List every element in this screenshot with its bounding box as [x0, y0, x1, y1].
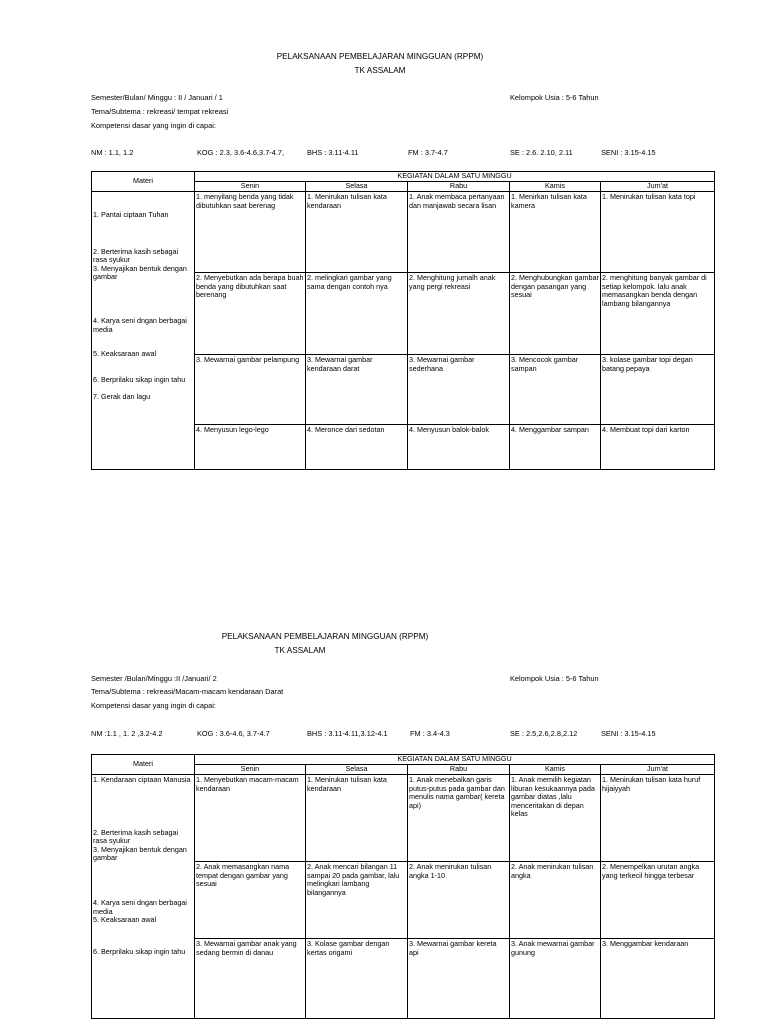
activity-cell: 3. kolase gambar topi degan batang pepaya — [601, 355, 715, 425]
activity-cell: 3. Mencocok gambar sampan — [510, 355, 601, 425]
materi-header: Materi — [92, 172, 195, 192]
day-header-kamis: Kamis — [510, 765, 601, 775]
activity-cell: 1. Menirukan tulisan kata huruf hijaiyyah — [601, 775, 715, 862]
materi-item: 1. Kendaraan ciptaan Manusia — [93, 775, 191, 784]
activity-cell: 3. Menggambar kendaraan — [601, 939, 715, 1019]
week-header: KEGIATAN DALAM SATU MINGGU — [195, 755, 715, 765]
activity-cell: 1. Menirukan tulisan kata kendaraan — [306, 775, 408, 862]
activity-cell: 2. Anak menirukan tulisan angka — [510, 862, 601, 939]
materi-item: 5. Keaksaraan awal — [93, 349, 157, 359]
activity-cell: 1. Menirkan tulisan kata kamera — [510, 192, 601, 273]
day-header-kamis: Kamis — [510, 182, 601, 192]
activity-cell: 2. menghitung banyak gambar di setiap kelompok. lalu anak memasangkan benda dengan lambang bilangannya — [601, 273, 715, 355]
kd-kog: KOG : 2.3, 3.6-4.6,3.7-4.7, — [197, 148, 285, 157]
kd-kog: KOG : 3.6-4.6, 3.7-4.7 — [197, 729, 270, 738]
semester-line: Semester/Bulan/ Minggu : II / Januari / 1 — [91, 93, 223, 102]
activity-cell: 3. Mewarnai gambar kereta api — [408, 939, 510, 1019]
activity-cell: 2. Menghitung jumalh anak yang pergi rekreasi — [408, 273, 510, 355]
activity-cell: 3. Mewarnai gambar kendaraan darat — [306, 355, 408, 425]
school-name: TK ASSALAM — [354, 66, 406, 75]
school-name: TK ASSALAM — [274, 646, 326, 655]
competence-label: Kompetensi dasar yang ingin di capai: — [91, 121, 216, 130]
kd-seni: SENI : 3.15-4.15 — [601, 729, 656, 738]
age-group: Kelompok Usia : 5-6 Tahun — [510, 674, 599, 683]
kd-se: SE : 2.5,2.6,2.8,2.12 — [510, 729, 578, 738]
activity-cell: 4. Membuat topi dari karton — [601, 425, 715, 470]
materi-item: 4. Karya seni dngan berbagai media — [93, 897, 187, 916]
kd-bhs: BHS : 3.11-4.11 — [307, 148, 359, 157]
competence-label: Kompetensi dasar yang ingin di capai: — [91, 701, 216, 710]
day-header-rabu: Rabu — [408, 182, 510, 192]
kd-bhs: BHS : 3.11-4.11,3.12-4.1 — [307, 729, 388, 738]
day-header-jumat: Jum'at — [601, 182, 715, 192]
materi-item: 3. Menyajikan bentuk dengan gambar — [93, 844, 187, 863]
document-title: PELAKSANAAN PEMBELAJARAN MINGGUAN (RPPM) — [276, 52, 484, 61]
activity-cell: 2. Menghubungkan gambar dengan pasangan yang sesuai — [510, 273, 601, 355]
day-header-rabu: Rabu — [408, 765, 510, 775]
theme-line: Tema/Subtema : rekreasi/ tempat rekreasi — [91, 107, 229, 116]
table-row — [92, 775, 715, 862]
materi-cell — [92, 192, 195, 470]
activity-cell: 2. Menyebutkan ada berapa buah benda yang dibutuhkan saat berenang — [195, 273, 306, 355]
activity-cell: 1. Menyebutkan macam-macam kendaraan — [195, 775, 306, 862]
theme-line: Tema/Subtema : rekreasi/Macam-macam kendaraan Darat — [91, 687, 284, 696]
materi-item: 5. Keaksaraan awal — [93, 915, 157, 925]
activity-cell: 4. Menyusun lego-lego — [195, 425, 306, 470]
activity-cell: 2. Anak mencari bilangan 11 sampai 20 pada gambar, lalu melingkari lambang bilangannya — [306, 862, 408, 939]
activity-cell: 3. Mewarnai gambar sederhana — [408, 355, 510, 425]
materi-item: 6. Berprilaku sikap ingin tahu — [93, 946, 186, 956]
day-header-senin: Senin — [195, 182, 306, 192]
kd-nm: NM :1.1 , 1. 2 ,3.2-4.2 — [91, 729, 163, 738]
activity-cell: 1. Anak memilih kegiatan liburan kesukaannya pada gambar diatas ,lalu menceritakan di depan kelas — [510, 775, 601, 862]
kd-nm: NM : 1.1, 1.2 — [91, 148, 134, 157]
activity-cell: 1. Anak membaca pertanyaan dan manjawab secara lisan — [408, 192, 510, 273]
activity-cell: 1. menyilang benda yang tidak dibutuhkan saat berenag — [195, 192, 306, 273]
activity-cell: 3. Mewarnai gambar pelampung — [195, 355, 306, 425]
materi-item: 7. Gerak dan lagu — [93, 392, 151, 402]
activity-cell: 3. Mewarnai gambar anak yang sedang bermin di danau — [195, 939, 306, 1019]
materi-item: 6. Berprilaku sikap ingin tahu — [93, 374, 186, 384]
activity-cell: 4. Meronce dari sedotan — [306, 425, 408, 470]
kd-fm: FM : 3.4-4.3 — [410, 729, 450, 738]
activity-cell: 2. Menempelkan urutan angka yang terkecil hingga terbesar — [601, 862, 715, 939]
semester-line: Semester /Bulan/Minggu :II /Januari/ 2 — [91, 674, 217, 683]
activity-cell: 4. Menyusun balok-balok — [408, 425, 510, 470]
weekly-activity-table — [91, 171, 715, 470]
materi-item: 4. Karya seni dngan berbagai media — [93, 315, 187, 334]
activity-cell: 1. Menirukan tulisan kata kendaraan — [306, 192, 408, 273]
activity-cell: 3. Anak mewarnai gambar gunung — [510, 939, 601, 1019]
weekly-activity-table — [91, 754, 715, 1019]
activity-cell: 3. Kolase gambar dengan kertas origami — [306, 939, 408, 1019]
kd-seni: SENI : 3.15-4.15 — [601, 148, 656, 157]
materi-cell — [92, 775, 195, 1019]
document-title: PELAKSANAAN PEMBELAJARAN MINGGUAN (RPPM) — [221, 632, 429, 641]
materi-item: 1. Pantai ciptaan Tuhan — [93, 210, 169, 219]
kd-fm: FM : 3.7-4.7 — [408, 148, 448, 157]
activity-cell: 1. Menirukan tulisan kata topi — [601, 192, 715, 273]
materi-item: 3. Menyajikan bentuk dengan gambar — [93, 263, 187, 282]
activity-cell: 2. Anak memasangkan nama tempat dengan gambar yang sesuai — [195, 862, 306, 939]
activity-cell: 2. melingkari gambar yang sama dengan contoh nya — [306, 273, 408, 355]
materi-header: Materi — [92, 755, 195, 775]
day-header-selasa: Selasa — [306, 182, 408, 192]
materi-item: 2. Berterima kasih sebagai rasa syukur — [93, 246, 179, 265]
day-header-jumat: Jum'at — [601, 765, 715, 775]
day-header-senin: Senin — [195, 765, 306, 775]
activity-cell: 4. Menggambar sampan — [510, 425, 601, 470]
week-header: KEGIATAN DALAM SATU MINGGU — [195, 172, 715, 182]
age-group: Kelompok Usia : 5-6 Tahun — [510, 93, 599, 102]
activity-cell: 2. Anak menirukan tulisan angka 1-10 — [408, 862, 510, 939]
day-header-selasa: Selasa — [306, 765, 408, 775]
kd-se: SE : 2.6. 2.10, 2.11 — [510, 148, 573, 157]
activity-cell: 1. Anak menebalkan garis putus-putus pada gambar dan menulis nama gambar( kereta api) — [408, 775, 510, 862]
materi-item: 2. Berterima kasih sebagai rasa syukur — [93, 827, 179, 846]
table-row — [92, 192, 715, 273]
